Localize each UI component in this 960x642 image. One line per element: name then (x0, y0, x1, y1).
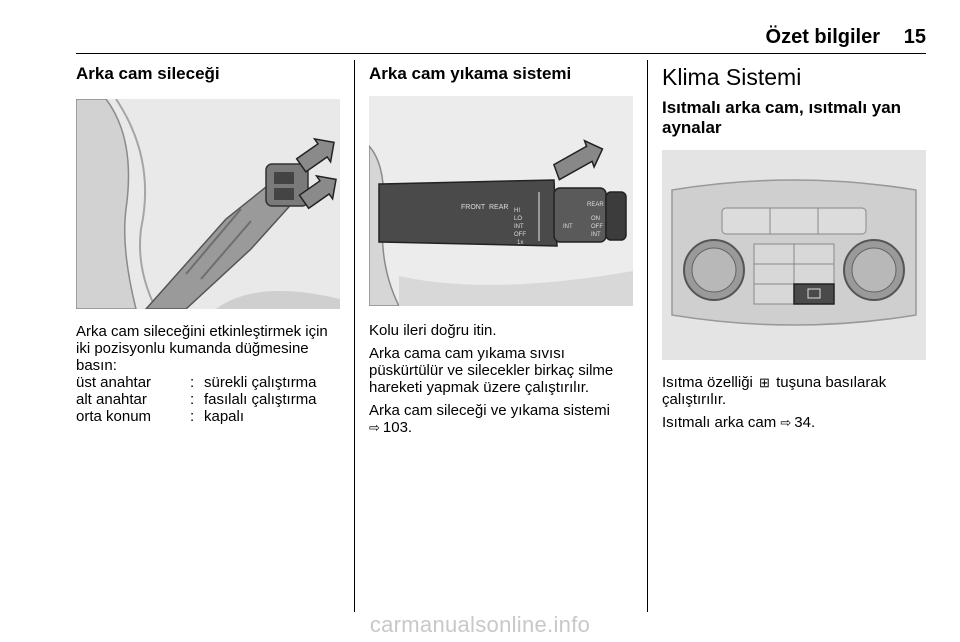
setting-sep: : (190, 408, 195, 425)
setting-value: kapalı (204, 408, 245, 425)
climate-panel-figure (662, 150, 926, 360)
setting-value: sürekli çalıştırma (204, 374, 317, 391)
rear-washer-figure (369, 96, 633, 306)
rear-wiper-intro: Arka cam sileceğini etkinleştirmek için iki pozisyonlu kumanda düğmesine basın: (76, 323, 328, 374)
washer-paragraph-2: Arka cama cam yıkama sıvısı püskürtülür ve silecekler birkaç silme hareketi yapmak üzere çalıştırılır. (369, 345, 614, 396)
figure-label-int: INT (514, 224, 524, 230)
figure-label-rear-2: REAR (587, 202, 604, 208)
figure-label-front: FRONT (461, 204, 486, 211)
section-heading-rear-wiper: Arka cam sileceği (76, 64, 220, 83)
climate-page-reference[interactable]: 34. (794, 414, 816, 431)
climate-paragraph-2-text: Isıtmalı arka cam (662, 414, 777, 431)
washer-paragraph-3-text: Arka cam sileceği ve yıkama sistemi (369, 402, 610, 419)
header-rule (76, 53, 926, 54)
climate-paragraph-1-after: tuşuna basılarak çalıştırılır. (662, 374, 887, 408)
watermark: carmanualsonline.info (369, 612, 591, 637)
section-heading-rear-washer: Arka cam yıkama sistemi (369, 64, 572, 83)
washer-paragraph-3 (369, 402, 633, 436)
table-row (76, 408, 317, 425)
page-header-title: Özet bilgiler (765, 26, 880, 48)
washer-page-reference[interactable]: 103. (382, 419, 413, 436)
setting-value: fasılalı çalıştırma (204, 391, 317, 408)
figure-label-rear: REAR (489, 204, 509, 211)
figure-label-int-2: INT (563, 224, 573, 230)
column-climate (662, 64, 926, 431)
column-rear-washer (369, 64, 633, 436)
wiper-settings-table (76, 374, 317, 425)
figure-label-on: ON (591, 216, 600, 222)
climate-paragraph-1 (662, 374, 926, 408)
column-divider-2 (647, 60, 648, 612)
page-reference-icon: ⇨ (369, 420, 380, 435)
figure-label-int-3: INT (591, 232, 601, 238)
setting-key: orta konum (76, 408, 152, 425)
figure-label-1x: 1x (517, 240, 524, 246)
column-divider-1 (354, 60, 355, 612)
page-reference-icon: ⇨ (780, 415, 792, 430)
washer-stalk-illustration (369, 96, 633, 306)
figure-label-hi: HI (514, 208, 520, 214)
setting-sep: : (190, 374, 195, 391)
table-row (76, 391, 317, 408)
climate-paragraph-2 (662, 414, 926, 431)
figure-label-lo: LO (514, 216, 523, 222)
setting-key: alt anahtar (76, 391, 147, 408)
setting-key: üst anahtar (76, 374, 152, 391)
washer-paragraph-1: Kolu ileri doğru itin. (369, 322, 497, 339)
climate-panel-illustration (662, 150, 926, 360)
page-number: 15 (903, 26, 926, 48)
rear-wiper-stalk-illustration (76, 99, 340, 309)
section-heading-climate: Klima Sistemi (662, 64, 802, 90)
table-row (76, 374, 317, 391)
figure-label-off: OFF (514, 232, 526, 238)
column-rear-wiper (76, 64, 340, 425)
subheading-heated-rear-window: Isıtmalı arka cam, ısıtmalı yan aynalar (662, 98, 902, 137)
setting-sep: : (190, 391, 195, 408)
rear-wiper-figure (76, 99, 340, 309)
climate-paragraph-1-before: Isıtma özelliği (662, 374, 753, 391)
figure-label-off-2: OFF (591, 224, 603, 230)
heated-window-icon: ⊞ (759, 375, 770, 390)
